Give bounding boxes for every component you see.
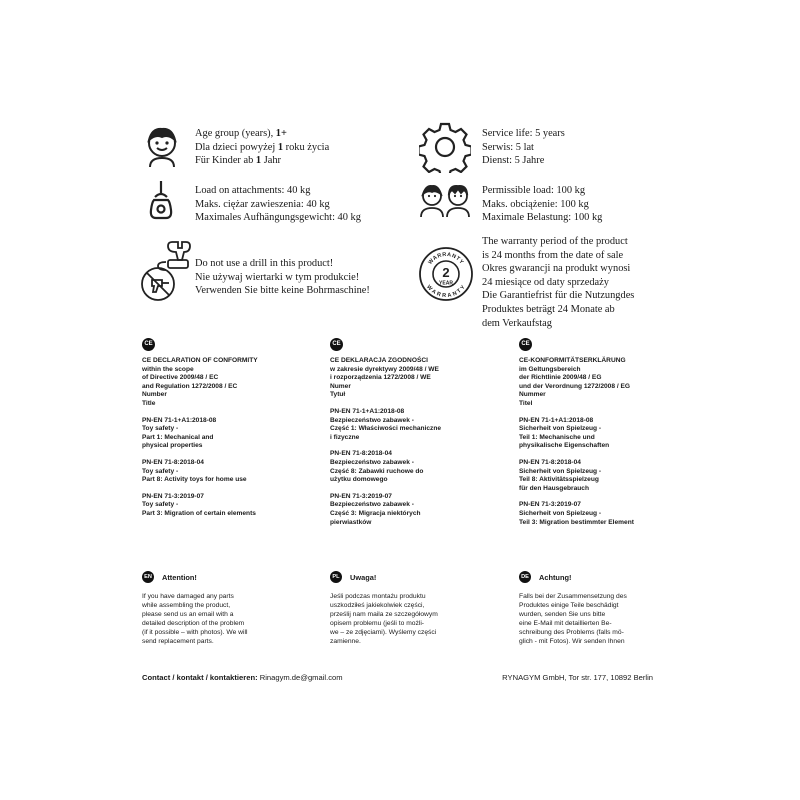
age-line-en: Age group (years), 1+ (195, 128, 287, 139)
age-group-text (195, 127, 329, 168)
service-life-text (482, 127, 565, 168)
standard-block: PN-EN 71-1+A1:2018-08 Toy safety - Part 1: Mechanical and physical properties (142, 416, 217, 450)
contact-line (142, 673, 343, 682)
drill-warning-text (195, 257, 370, 298)
service-line-en: Service life: 5 years (482, 128, 565, 139)
declaration-header: CE DECLARATION OF CONFORMITY within the scope of Directive 2009/48 / EC and Regulation 1272/2008 / EC Number Title (142, 357, 258, 407)
standard-block: PN-EN 71-8:2018-04 Bezpieczeństwo zabawek - Część 8: Zabawki ruchowe do użytku domowego (330, 450, 424, 484)
attention-block-de (519, 571, 699, 646)
attention-heading (142, 571, 322, 583)
attention-title: Attention! (162, 572, 197, 582)
age-line-de: Für Kinder ab 1 Jahr (195, 155, 282, 167)
standard-block: PN-EN 71-1+A1:2018-08 Sicherheit von Spielzeug - Teil 1: Mechanische und physikalische Eigenschaften (519, 416, 610, 450)
service-line-pl: Serwis: 5 lat (482, 141, 534, 153)
attention-body: Falls bei der Zusammensetzung des Produktes einige Teile beschädigt wurden, senden Sie uns bitte eine E-Mail mit detaillierten Be- schreibung des Problems (falls mö- glich - mit Fotos). Wir senden Ihnen (519, 593, 627, 645)
warranty-line: Okres gwarancji na produkt wynosi (482, 263, 631, 275)
attachment-load-text (195, 184, 361, 225)
standard-block: PN-EN 71-3:2019-07 Bezpieczeństwo zabawek - Część 3: Migracja niektórych pierwiastków (330, 492, 421, 526)
standard-block: PN-EN 71-8:2018-04 Toy safety - Part 8: Activity toys for home use (142, 458, 247, 484)
declaration-column-pl (330, 338, 505, 535)
standard-block: PN-EN 71-8:2018-04 Sicherheit von Spielzeug - Teil 8: Aktivitätsspielzeug für den Hausgebrauch (519, 458, 602, 492)
warranty-line: Produktes beträgt 24 Monate ab (482, 303, 615, 315)
warranty-line: The warranty period of the product (482, 236, 628, 247)
standard-block: PN-EN 71-3:2019-07 Toy safety - Part 3: Migration of certain elements (142, 492, 256, 517)
warranty-text (482, 235, 634, 330)
attention-body: Jeśli podczas montażu produktu uszkodziłeś jakiekolwiek części, prześlij nam maila ze szczegółowym opisem problemu (jeśli to możli- we – ze zdjęciami). Wyślemy części zamienne. (330, 593, 438, 645)
attachment-load-pl: Maks. ciężar zawieszenia: 40 kg (195, 198, 330, 210)
warranty-line: is 24 months from the date of sale (482, 249, 624, 261)
child-face-icon (140, 123, 184, 169)
age-line-pl: Dla dzieci powyżej 1 roku życia (195, 141, 330, 153)
language-badge-pl: PL (330, 571, 342, 583)
attention-heading (330, 571, 510, 583)
company-address: RYNAGYM GmbH, Tor str. 177, 10892 Berlin (502, 673, 653, 682)
attention-block-pl (330, 571, 510, 646)
permissible-load-pl: Maks. obciążenie: 100 kg (482, 198, 589, 210)
warranty-badge-top-text: WARRANTY (427, 251, 465, 266)
warranty-badge-icon (418, 246, 474, 302)
declaration-header: CE DEKLARACJA ZGODNOŚCI w zakresie dyrektywy 2009/48 / WE i rozporządzenia 1272/2008 / WE Numer Tytuł (330, 357, 439, 399)
permissible-load-text (482, 184, 602, 225)
standard-block: PN-EN 71-3:2019-07 Sicherheit von Spielzeug - Teil 3: Migration bestimmter Element (519, 501, 634, 526)
warranty-badge-number: 2 (442, 265, 450, 280)
warranty-badge-unit: YEAR (439, 280, 453, 287)
attention-title: Uwaga! (350, 572, 377, 582)
attachment-load-de: Maximales Aufhängungsgewicht: 40 kg (195, 212, 361, 224)
contact-label: Contact / kontakt / kontaktieren: (142, 673, 260, 682)
declaration-header: CE-KONFORMITÄTSERKLÄRUNG im Geltungsbereich der Richtlinie 2009/48 / EG und der Verordnung 1272/2008 / EG Nummer Titel (519, 357, 631, 407)
declaration-column-en (142, 338, 317, 527)
no-drill-icon (138, 240, 194, 302)
attention-title: Achtung! (539, 572, 572, 582)
drill-warning-de: Verwenden Sie bitte keine Bohrmaschine! (195, 285, 370, 297)
ce-mark-icon: CE (519, 338, 532, 351)
drill-warning-en: Do not use a drill in this product! (195, 258, 334, 269)
standard-block: PN-EN 71-1+A1:2018-08 Bezpieczeństwo zabawek - Część 1: Właściwości mechaniczne i fizyczne (330, 407, 442, 441)
drill-warning-pl: Nie używaj wiertarki w tym produkcie! (195, 271, 360, 283)
warranty-line: Die Garantiefrist für die Nutzungdes (482, 290, 635, 302)
language-badge-de: DE (519, 571, 531, 583)
attention-heading (519, 571, 699, 583)
warranty-badge-bottom-text: WARRANTY (425, 284, 468, 300)
attention-block-en (142, 571, 322, 646)
ce-mark-icon: CE (142, 338, 155, 351)
attention-body: If you have damaged any parts while assembling the product, please send us an email with a detailed description of the problem (if it possible – with photos). We will send replacement parts. (142, 593, 248, 645)
hanging-weight-icon (146, 180, 176, 222)
declaration-column-de (519, 338, 694, 535)
permissible-load-de: Maximale Belastung: 100 kg (482, 212, 603, 224)
gear-icon (419, 121, 471, 173)
ce-mark-icon: CE (330, 338, 343, 351)
two-children-icon (418, 182, 472, 218)
attachment-load-en: Load on attachments: 40 kg (195, 185, 311, 196)
warranty-line: 24 miesiące od daty sprzedaży (482, 276, 609, 288)
permissible-load-en: Permissible load: 100 kg (482, 185, 586, 196)
warranty-line: dem Verkaufstag (482, 317, 552, 329)
language-badge-en: EN (142, 571, 154, 583)
contact-email[interactable]: Rinagym.de@gmail.com (259, 673, 343, 682)
service-line-de: Dienst: 5 Jahre (482, 155, 545, 167)
